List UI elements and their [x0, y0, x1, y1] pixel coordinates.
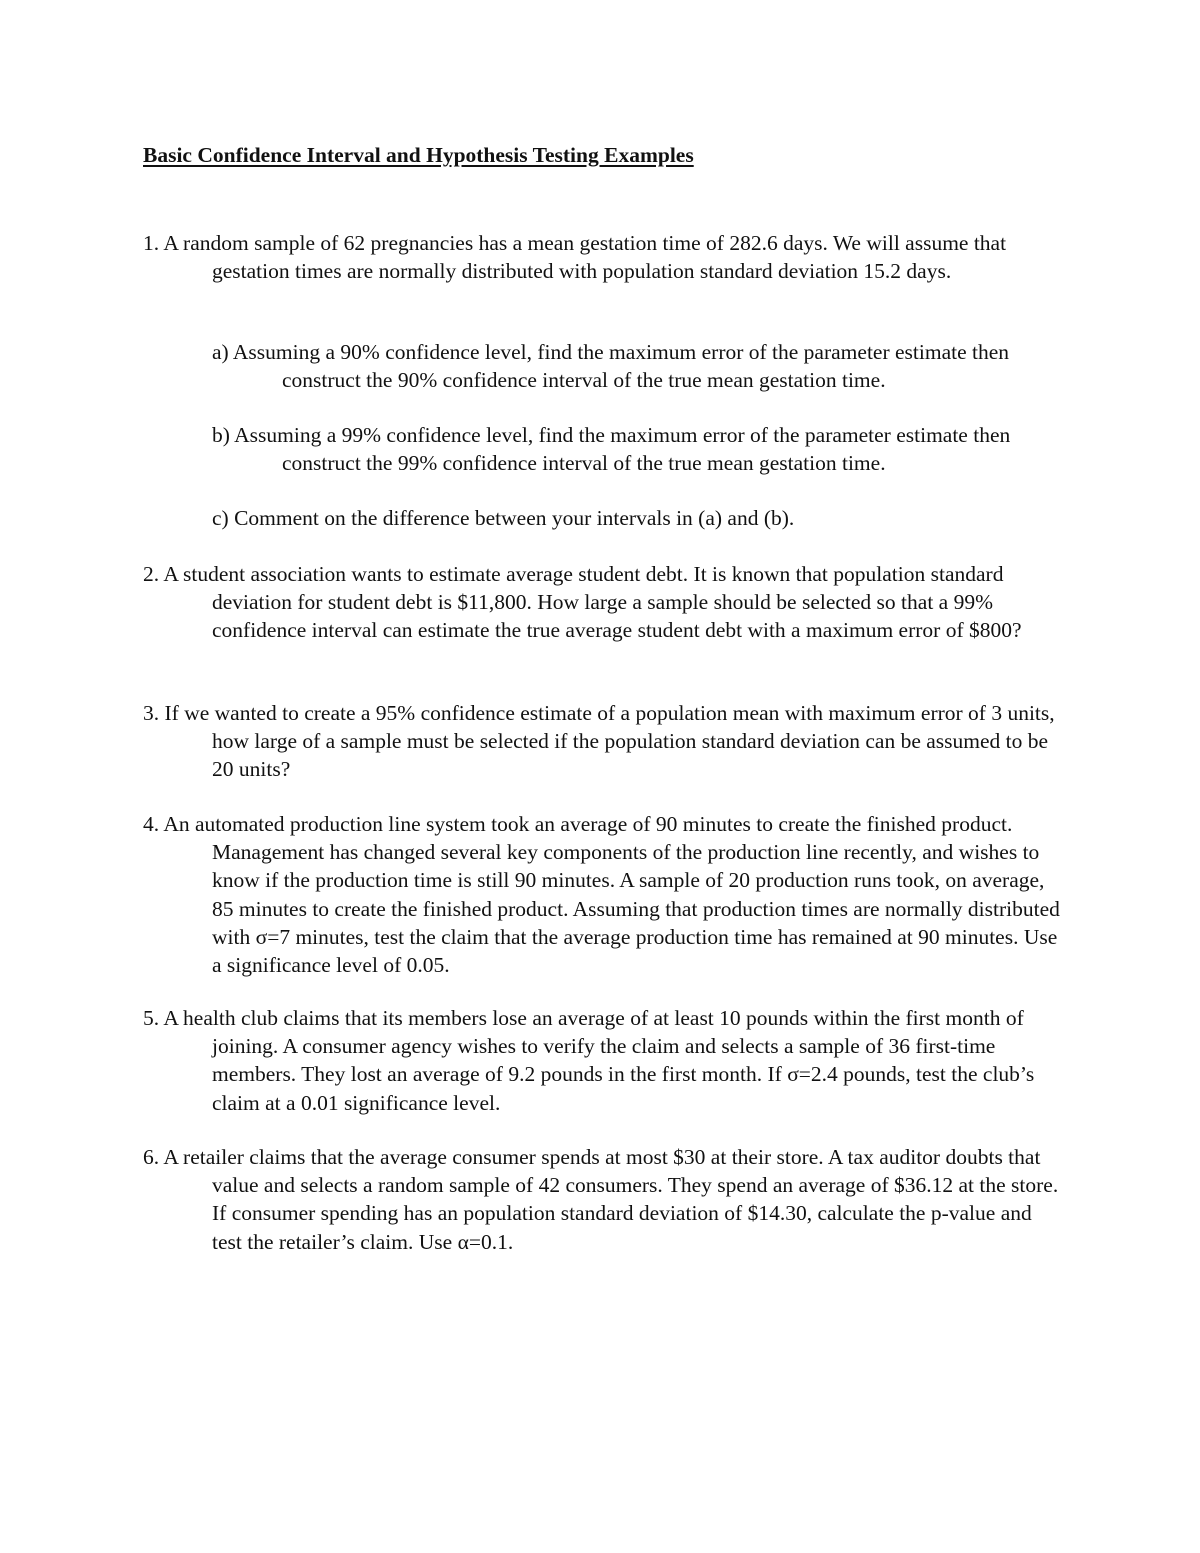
question-6	[143, 1143, 1063, 1256]
part-label: a)	[212, 340, 229, 364]
question-number: 4.	[143, 812, 160, 836]
question-text: A student association wants to estimate average student debt. It is known that population standard deviation for student debt is $11,800. How large a sample should be selected so that a 99% confidence interval can estimate the true average student debt with a maximum error of $800?	[163, 562, 1022, 643]
question-2	[143, 560, 1063, 645]
question-text: A health club claims that its members lose an average of at least 10 pounds within the first month of joining. A consumer agency wishes to verify the claim and selects a sample of 36 first-time members. They lost an average of 9.2 pounds in the first month. If σ=2.4 pounds, test the club’s claim at a 0.01 significance level.	[163, 1006, 1035, 1115]
question-3	[143, 699, 1063, 784]
question-1-part-a	[212, 338, 1072, 394]
part-text: Assuming a 90% confidence level, find the maximum error of the parameter estimate then construct the 90% confidence interval of the true mean gestation time.	[232, 340, 1010, 393]
question-text: If we wanted to create a 95% confidence estimate of a population mean with maximum error of 3 units, how large of a sample must be selected if the population standard deviation can be assumed to be 20 units?	[164, 701, 1055, 782]
question-1-part-c	[212, 504, 1072, 532]
question-4	[143, 810, 1063, 979]
part-label: b)	[212, 423, 230, 447]
question-text: A random sample of 62 pregnancies has a mean gestation time of 282.6 days. We will assume that gestation times are normally distributed with population standard deviation 15.2 days.	[163, 231, 1007, 284]
question-1	[143, 229, 1063, 285]
document-title: Basic Confidence Interval and Hypothesis Testing Examples	[143, 143, 694, 167]
question-number: 6.	[143, 1145, 160, 1169]
question-1-part-b	[212, 421, 1072, 477]
question-number: 2.	[143, 562, 160, 586]
question-number: 1.	[143, 231, 160, 255]
part-label: c)	[212, 506, 229, 530]
part-text: Assuming a 99% confidence level, find the maximum error of the parameter estimate then construct the 99% confidence interval of the true mean gestation time.	[234, 423, 1011, 476]
question-text: A retailer claims that the average consumer spends at most $30 at their store. A tax auditor doubts that value and selects a random sample of 42 consumers. They spend an average of $36.12 at the store. If consumer spending has an population standard deviation of $14.30, calculate the p-value and test the retailer’s claim. Use α=0.1.	[163, 1145, 1059, 1254]
question-text: An automated production line system took an average of 90 minutes to create the finished product. Management has changed several key components of the production line recently, and wishes to know if the production time is still 90 minutes. A sample of 20 production runs took, on average, 85 minutes to create the finished product. Assuming that production times are normally distributed with σ=7 minutes, test the claim that the average production time has remained at 90 minutes. Use a significance level of 0.05.	[163, 812, 1060, 978]
part-text: Comment on the difference between your intervals in (a) and (b).	[234, 506, 795, 530]
question-number: 5.	[143, 1006, 160, 1030]
question-5	[143, 1004, 1063, 1117]
question-number: 3.	[143, 701, 160, 725]
